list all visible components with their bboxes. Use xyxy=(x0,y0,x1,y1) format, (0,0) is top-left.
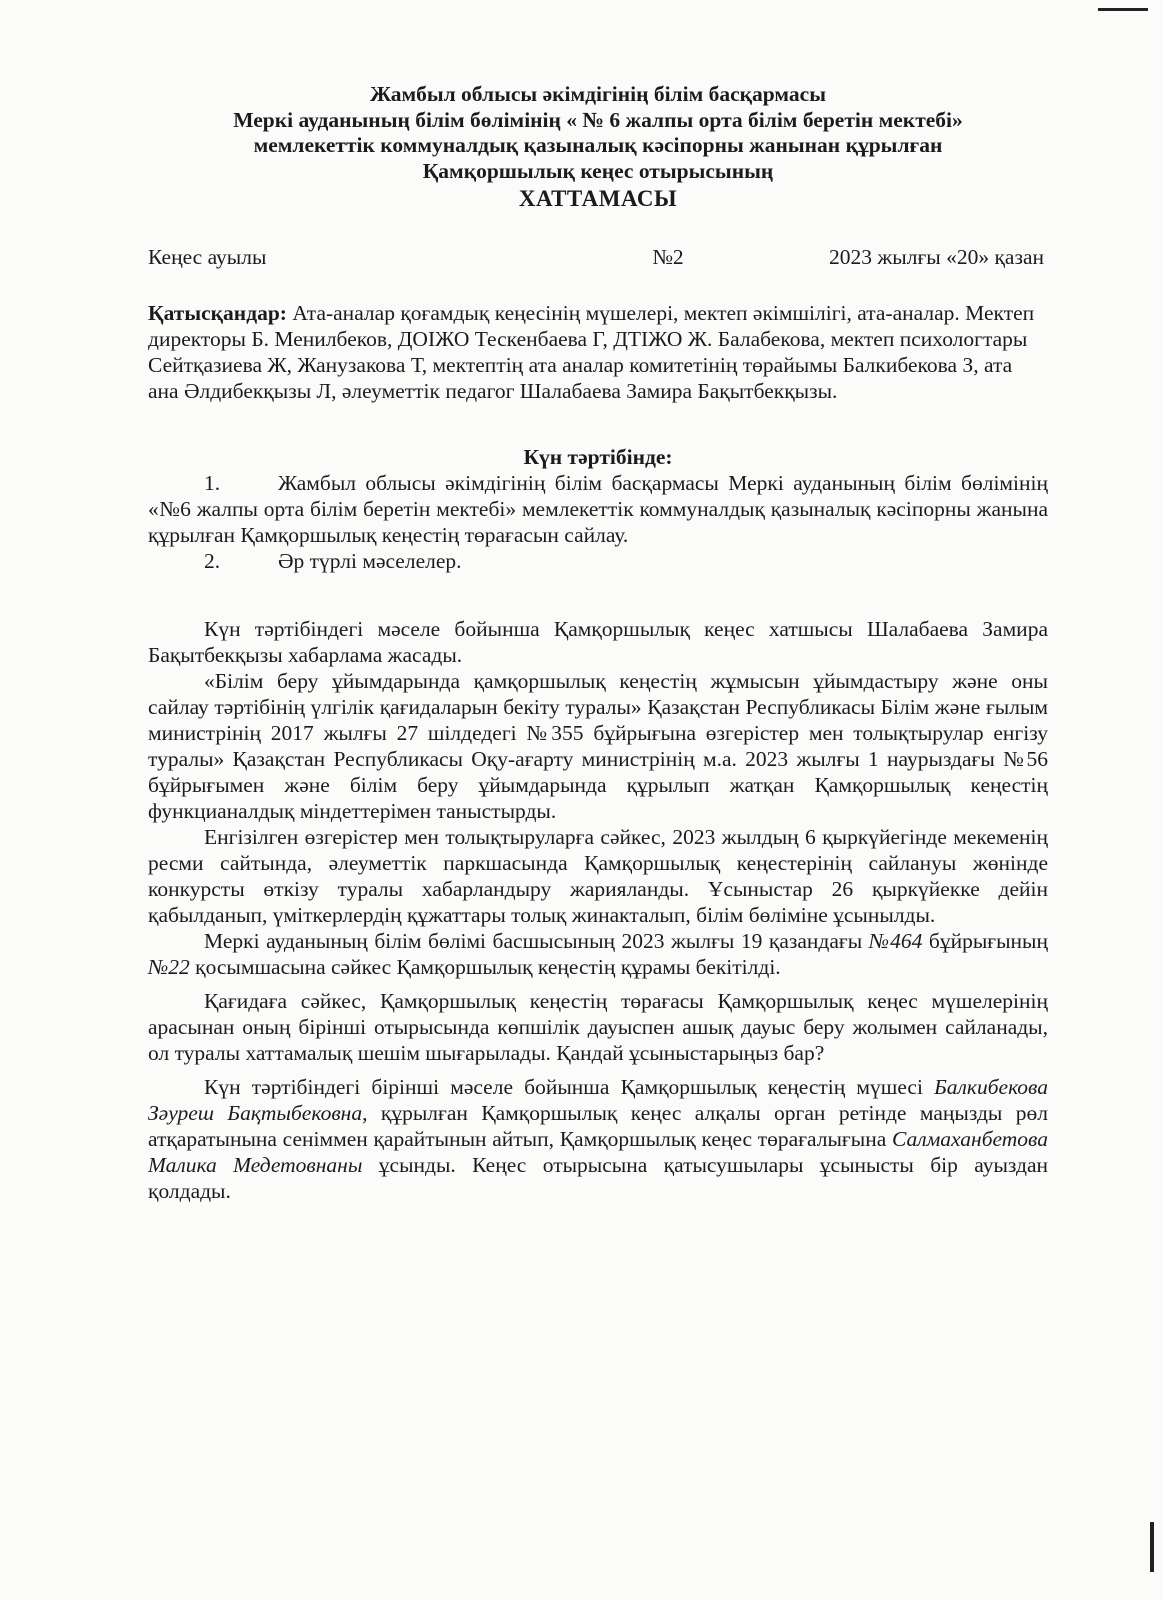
scan-mark-bottom-right xyxy=(1150,1522,1154,1572)
header-line-2: Меркі ауданының білім бөлімінің « № 6 жалпы орта білім беретін мектебі» xyxy=(233,107,963,132)
p6-text-c: ұсынды. Кеңес отырысына қатысушылары ұсынысты бір ауыздан қолдады. xyxy=(148,1152,1049,1203)
agenda-item xyxy=(148,548,1048,574)
body-paragraph-1: Күн тәртібіндегі мәселе бойынша Қамқоршылық кеңес хатшысы Шалабаева Замира Бақытбекқызы хабарлама жасады. xyxy=(148,616,1048,667)
header-line-4: Қамқоршылық кеңес отырысының xyxy=(422,158,774,183)
scan-mark-top-right xyxy=(1098,8,1148,11)
agenda-title: Күн тәртібінде: xyxy=(523,444,673,469)
body-paragraph-4 xyxy=(148,928,1048,980)
p4-text-a: Меркі ауданының білім бөлімі басшысының 2023 жылғы 19 қазандағы xyxy=(204,928,869,953)
body-paragraph-5: Қағидаға сәйкес, Қамқоршылық кеңестің төрағасы Қамқоршылық кеңес мүшелерінің арасынан оның бірінші отырысында көпшілік дауыспен ашық дауыс беру жолымен сайланады, ол туралы хаттамалық шешім шығарылады. Қандай ұсыныстарыңыз бар? xyxy=(148,988,1048,1065)
body-paragraph-2: «Білім беру ұйымдарында қамқоршылық кеңестің жұмысын ұйымдастыру және оны сайлау тәртібінің үлгілік қағидаларын бекіту туралы» Қазақстан Республикасы Білім және ғылым министрінің 2017 жылғы 27 шілдедегі №355 бұйрығына өзгерістер мен толықтырулар енгізу туралы» Қазақстан Республикасы Оқу-ағарту министрінің м.а. 2023 жылғы 1 наурыздағы №56 бұйрығымен және білім беру ұйымдарында құрылып жатқан Қамқоршылық кеңестің функцианалдық міндеттерімен таныстырды. xyxy=(148,668,1048,823)
meeting-date: 2023 жылғы «20» қазан xyxy=(829,244,1044,269)
body-paragraph-3: Енгізілген өзгерістер мен толықтыруларға сәйкес, 2023 жылдың 6 қыркүйегінде мекеменің ресми сайтында, әлеуметтік паркшасында Қамқоршылық кеңестерінің сайлануы жөнінде конкурсты өткізу туралы хабарландыру жарияланды. Ұсыныстар 26 қыркүйекке дейін қабылданып, үміткерлердің құжаттары толық жинакталып, білім бөліміне ұсынылды. xyxy=(148,824,1048,927)
order-number: №464 xyxy=(868,928,923,953)
document-title: ХАТТАМАСЫ xyxy=(518,186,678,211)
header-line-1: Жамбыл облысы әкімдігінің білім басқармасы xyxy=(369,82,827,106)
agenda-item-number: 2. xyxy=(204,548,221,573)
p6-text-b: құрылған Қамқоршылық кеңес алқалы орган ретінде маңызды рөл атқаратынына сеніммен қарайтынын айтып, Қамқоршылық кеңес төрағалығына xyxy=(148,1100,1049,1151)
agenda-item-number: 1. xyxy=(204,470,221,495)
participants xyxy=(148,300,1048,404)
participants-label: Қатысқандар: xyxy=(148,300,287,325)
agenda-item-text: Жамбыл облысы әкімдігінің білім басқармасы Меркі ауданының білім бөлімінің «№6 жалпы орта білім беретін мектебі» мемлекеттік коммуналдық қазыналық кәсіпорны жанына құрылған Қамқоршылық кеңестің төрағасын сайлау. xyxy=(148,470,1048,547)
agenda-item-text: Әр түрлі мәселелер. xyxy=(278,548,462,573)
document-header xyxy=(148,82,1048,212)
protocol-number: №2 xyxy=(652,244,684,269)
member-name: Балкибекова Зәуреш Бақтыбековна, xyxy=(148,1074,1048,1125)
chair-candidate-name: Салмаханбетова Малика Медетовнаны xyxy=(148,1126,1048,1177)
meeting-place: Кеңес ауылы xyxy=(148,244,267,269)
document-page xyxy=(148,82,1048,1204)
participants-text: Ата-аналар қоғамдық кеңесінің мүшелері, мектеп әкімшілігі, ата-аналар. Мектеп директоры Б. Менилбеков, ДОІЖО Тескенбаева Г, ДТІЖО Ж. Балабекова, мектеп психологтары Сейтқазиева Ж, Жанузакова Т, мектептің ата аналар комитетінің төрайымы Балкибекова З, ата ана Әлдибекқызы Л, әлеуметтік педагог Шалабаева Замира Бақытбекқызы. xyxy=(148,300,1035,403)
p4-text-b: бұйрығының xyxy=(922,928,1048,953)
header-line-3: мемлекеттік коммуналдық қазыналық кәсіпорны жанынан құрылған xyxy=(253,133,943,157)
appendix-number: №22 xyxy=(148,954,190,979)
p4-text-c: қосымшасына сәйкес Қамқоршылық кеңестің құрамы бекітілді. xyxy=(189,954,781,979)
body-paragraph-6 xyxy=(148,1074,1048,1204)
meta-row xyxy=(148,244,1048,270)
p6-text-a: Күн тәртібіндегі бірінші мәселе бойынша Қамқоршылық кеңестің мүшесі xyxy=(204,1074,935,1099)
